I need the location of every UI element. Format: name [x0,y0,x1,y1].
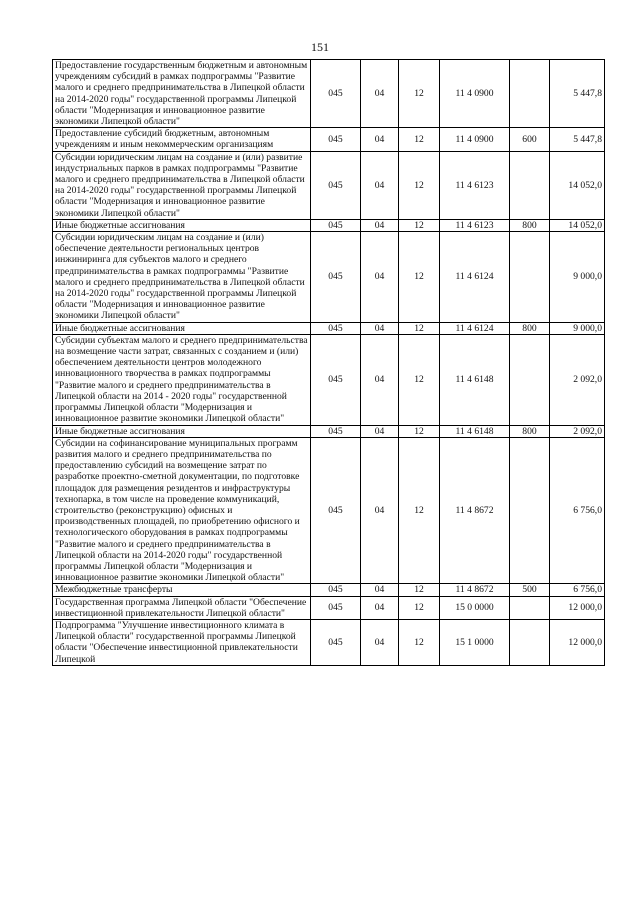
row-target-code: 11 4 6148 [440,334,510,425]
row-section-code: 04 [361,219,399,231]
row-subsection-code: 12 [399,322,440,334]
row-subsection-code: 12 [399,619,440,665]
table-row [53,219,605,231]
row-expense-type: 800 [510,219,550,231]
row-expense-type [510,596,550,619]
row-sum: 9 000,0 [550,322,605,334]
row-description: Иные бюджетные ассигнования [53,322,311,334]
row-target-code: 11 4 6148 [440,425,510,437]
row-grbs-code: 045 [311,619,361,665]
row-subsection-code: 12 [399,584,440,596]
row-subsection-code: 12 [399,60,440,128]
table-row [53,151,605,219]
row-subsection-code: 12 [399,232,440,323]
row-target-code: 11 4 0900 [440,60,510,128]
row-section-code: 04 [361,596,399,619]
row-sum: 6 756,0 [550,584,605,596]
row-target-code: 15 1 0000 [440,619,510,665]
row-sum: 2 092,0 [550,425,605,437]
row-target-code: 11 4 6123 [440,219,510,231]
row-grbs-code: 045 [311,232,361,323]
row-subsection-code: 12 [399,596,440,619]
row-sum: 9 000,0 [550,232,605,323]
row-description: Межбюджетные трансферты [53,584,311,596]
row-description: Подпрограмма "Улучшение инвестиционного климата в Липецкой области" государственной программы Липецкой области "Обеспечение инвестиционной привлекательности Липецкой [53,619,311,665]
row-grbs-code: 045 [311,60,361,128]
row-section-code: 04 [361,322,399,334]
row-section-code: 04 [361,128,399,151]
row-grbs-code: 045 [311,425,361,437]
row-grbs-code: 045 [311,437,361,584]
row-grbs-code: 045 [311,151,361,219]
row-expense-type [510,437,550,584]
table-row [53,584,605,596]
row-description: Субсидии субъектам малого и среднего предпринимательства на возмещение части затрат, связанных с созданием и (или) обеспечением деятельности центров молодежного инновационного творчества в рамках подпрограммы "Развитие малого и среднего предпринимательства в Липецкой области на 2014 - 2020 годы" государственной программы Липецкой области "Модернизация и инновационное развитие экономики Липецкой области" [53,334,311,425]
row-expense-type [510,232,550,323]
table-row [53,128,605,151]
row-sum: 12 000,0 [550,619,605,665]
row-section-code: 04 [361,151,399,219]
row-description: Предоставление субсидий бюджетным, автономным учреждениям и иным некоммерческим организациям [53,128,311,151]
row-sum: 6 756,0 [550,437,605,584]
row-target-code: 11 4 0900 [440,128,510,151]
table-row [53,322,605,334]
row-subsection-code: 12 [399,437,440,584]
row-subsection-code: 12 [399,334,440,425]
row-subsection-code: 12 [399,151,440,219]
row-grbs-code: 045 [311,334,361,425]
row-grbs-code: 045 [311,219,361,231]
row-expense-type [510,619,550,665]
row-expense-type [510,151,550,219]
table-row [53,619,605,665]
row-grbs-code: 045 [311,596,361,619]
row-target-code: 11 4 8672 [440,584,510,596]
table-row [53,334,605,425]
row-target-code: 15 0 0000 [440,596,510,619]
row-sum: 12 000,0 [550,596,605,619]
row-target-code: 11 4 6124 [440,322,510,334]
row-sum: 14 052,0 [550,219,605,231]
row-expense-type: 500 [510,584,550,596]
row-section-code: 04 [361,437,399,584]
row-target-code: 11 4 8672 [440,437,510,584]
row-grbs-code: 045 [311,322,361,334]
row-grbs-code: 045 [311,584,361,596]
row-description: Предоставление государственным бюджетным и автономным учреждениям субсидий в рамках подпрограммы "Развитие малого и среднего предпринимательства в Липецкой области на 2014-2020 годы" государственной программы Липецкой области "Модернизация и инновационное развитие экономики Липецкой области" [53,60,311,128]
row-target-code: 11 4 6124 [440,232,510,323]
budget-table [52,59,605,666]
row-description: Субсидии на софинансирование муниципальных программ развития малого и среднего предпринимательства по предоставлению субсидий на возмещение затрат по разработке проектно-сметной документации, по подготовке площадок для размещения резидентов и инфраструктуры технопарка, в том числе на проведение коммуникаций, строительство (реконструкцию) офисных и производственных площадей, по приобретению офисного и технологического оборудования в рамках подпрограммы "Развитие малого и среднего предпринимательства в Липецкой области на 2014-2020 годы" государственной программы Липецкой области "Модернизация и инновационное развитие экономики Липецкой области" [53,437,311,584]
row-section-code: 04 [361,334,399,425]
row-expense-type [510,334,550,425]
table-row [53,232,605,323]
row-subsection-code: 12 [399,425,440,437]
table-row [53,437,605,584]
table-row [53,425,605,437]
row-section-code: 04 [361,232,399,323]
row-description: Субсидии юридическим лицам на создание и (или) развитие индустриальных парков в рамках подпрограммы "Развитие малого и среднего предпринимательства в Липецкой области на 2014-2020 годы" государственной программы Липецкой области "Модернизация и инновационное развитие экономики Липецкой области" [53,151,311,219]
row-description: Субсидии юридическим лицам на создание и (или) обеспечение деятельности региональных центров инжиниринга для субъектов малого и среднего предпринимательства в рамках подпрограммы "Развитие малого и среднего предпринимательства в Липецкой области на 2014-2020 годы" государственной программы Липецкой области "Модернизация и инновационное развитие экономики Липецкой области" [53,232,311,323]
row-description: Иные бюджетные ассигнования [53,425,311,437]
row-sum: 14 052,0 [550,151,605,219]
row-target-code: 11 4 6123 [440,151,510,219]
row-sum: 2 092,0 [550,334,605,425]
row-sum: 5 447,8 [550,128,605,151]
row-subsection-code: 12 [399,128,440,151]
row-expense-type: 800 [510,322,550,334]
row-description: Государственная программа Липецкой области "Обеспечение инвестиционной привлекательности Липецкой области" [53,596,311,619]
row-expense-type [510,60,550,128]
row-expense-type: 600 [510,128,550,151]
table-row [53,596,605,619]
row-section-code: 04 [361,584,399,596]
page-number: 151 [311,40,329,54]
row-section-code: 04 [361,619,399,665]
row-description: Иные бюджетные ассигнования [53,219,311,231]
row-section-code: 04 [361,60,399,128]
row-sum: 5 447,8 [550,60,605,128]
row-section-code: 04 [361,425,399,437]
table-row [53,60,605,128]
row-subsection-code: 12 [399,219,440,231]
row-grbs-code: 045 [311,128,361,151]
row-expense-type: 800 [510,425,550,437]
